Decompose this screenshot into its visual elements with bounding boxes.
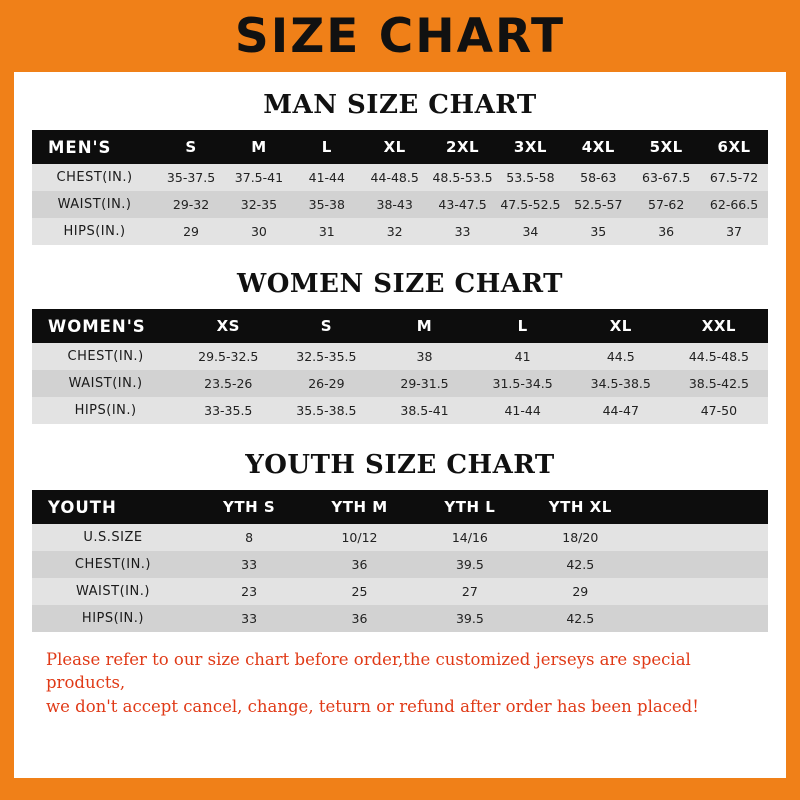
women-size-table: [32, 309, 768, 424]
section-title-youth: YOUTH SIZE CHART: [245, 450, 555, 480]
table-header-row: [32, 130, 768, 164]
row-label: HIPS(IN.): [32, 218, 157, 245]
section-title-women: WOMEN SIZE CHART: [237, 269, 563, 299]
table-cell: 47-50: [670, 397, 768, 424]
table-cell: 58-63: [564, 164, 632, 191]
column-header: YTH XL: [525, 490, 635, 524]
table-cell: 41-44: [474, 397, 572, 424]
table-cell: 63-67.5: [632, 164, 700, 191]
table-cell-empty: [635, 578, 768, 605]
table-row: [32, 397, 768, 424]
table-cell: 39.5: [415, 551, 525, 578]
content-area: [14, 72, 786, 778]
table-row: [32, 578, 768, 605]
table-cell: 44.5: [572, 343, 670, 370]
row-label: CHEST(IN.): [32, 164, 157, 191]
column-header: YTH L: [415, 490, 525, 524]
table-cell: 32-35: [225, 191, 293, 218]
table-cell: 47.5-52.5: [496, 191, 564, 218]
table-header-row: [32, 309, 768, 343]
table-cell-empty: [635, 524, 768, 551]
table-cell: 29.5-32.5: [179, 343, 277, 370]
table-cell: 37: [700, 218, 768, 245]
table-cell: 67.5-72: [700, 164, 768, 191]
table-cell: 48.5-53.5: [429, 164, 497, 191]
table-cell-empty: [635, 551, 768, 578]
table-cell: 33: [429, 218, 497, 245]
footnote: [32, 648, 768, 718]
table-cell: 31: [293, 218, 361, 245]
table-cell: 44-47: [572, 397, 670, 424]
table-cell: 36: [632, 218, 700, 245]
row-label: HIPS(IN.): [32, 605, 194, 632]
column-header: M: [375, 309, 473, 343]
bottom-bar: [0, 778, 800, 800]
column-header: 4XL: [564, 130, 632, 164]
table-cell: 35-37.5: [157, 164, 225, 191]
table-cell: 29-32: [157, 191, 225, 218]
table-row: [32, 605, 768, 632]
table-cell: 35: [564, 218, 632, 245]
table-cell: 34.5-38.5: [572, 370, 670, 397]
table-cell: 35.5-38.5: [277, 397, 375, 424]
column-header: YOUTH: [32, 490, 194, 524]
table-cell: 38-43: [361, 191, 429, 218]
column-header: S: [277, 309, 375, 343]
table-cell: 53.5-58: [496, 164, 564, 191]
column-header: S: [157, 130, 225, 164]
table-cell: 35-38: [293, 191, 361, 218]
column-header: YTH M: [304, 490, 414, 524]
row-label: WAIST(IN.): [32, 370, 179, 397]
column-header: 2XL: [429, 130, 497, 164]
row-label: HIPS(IN.): [32, 397, 179, 424]
table-cell: 41-44: [293, 164, 361, 191]
column-header: XS: [179, 309, 277, 343]
row-label: CHEST(IN.): [32, 551, 194, 578]
table-header-row: [32, 490, 768, 524]
table-cell: 33: [194, 551, 304, 578]
table-cell: 29: [525, 578, 635, 605]
table-cell: 23.5-26: [179, 370, 277, 397]
table-cell: 8: [194, 524, 304, 551]
table-row: [32, 164, 768, 191]
table-row: [32, 218, 768, 245]
row-label: CHEST(IN.): [32, 343, 179, 370]
column-header: 6XL: [700, 130, 768, 164]
table-cell: 33-35.5: [179, 397, 277, 424]
column-header: MEN'S: [32, 130, 157, 164]
table-cell: 32: [361, 218, 429, 245]
table-cell: 44.5-48.5: [670, 343, 768, 370]
youth-size-table: [32, 490, 768, 632]
table-cell: 38.5-42.5: [670, 370, 768, 397]
table-cell: 42.5: [525, 551, 635, 578]
column-header-empty: [635, 490, 768, 524]
table-cell: 14/16: [415, 524, 525, 551]
column-header: XXL: [670, 309, 768, 343]
footnote-line-2: we don't accept cancel, change, teturn or refund after order has been placed!: [46, 696, 699, 716]
table-cell: 38.5-41: [375, 397, 473, 424]
table-row: [32, 191, 768, 218]
footnote-line-1: Please refer to our size chart before order,the customized jerseys are special products,: [46, 650, 691, 693]
column-header: 3XL: [496, 130, 564, 164]
table-cell: 29-31.5: [375, 370, 473, 397]
table-cell: 27: [415, 578, 525, 605]
column-header: XL: [572, 309, 670, 343]
table-cell-empty: [635, 605, 768, 632]
table-cell: 25: [304, 578, 414, 605]
table-cell: 30: [225, 218, 293, 245]
table-cell: 33: [194, 605, 304, 632]
table-cell: 23: [194, 578, 304, 605]
table-row: [32, 524, 768, 551]
table-cell: 52.5-57: [564, 191, 632, 218]
table-cell: 36: [304, 605, 414, 632]
column-header: WOMEN'S: [32, 309, 179, 343]
table-cell: 26-29: [277, 370, 375, 397]
table-cell: 31.5-34.5: [474, 370, 572, 397]
section-title-man: MAN SIZE CHART: [263, 90, 537, 120]
table-cell: 62-66.5: [700, 191, 768, 218]
column-header: YTH S: [194, 490, 304, 524]
column-header: L: [474, 309, 572, 343]
table-cell: 10/12: [304, 524, 414, 551]
row-label: WAIST(IN.): [32, 191, 157, 218]
table-cell: 39.5: [415, 605, 525, 632]
table-cell: 34: [496, 218, 564, 245]
table-cell: 36: [304, 551, 414, 578]
table-cell: 37.5-41: [225, 164, 293, 191]
column-header: L: [293, 130, 361, 164]
table-row: [32, 551, 768, 578]
table-cell: 32.5-35.5: [277, 343, 375, 370]
page-title: SIZE CHART: [234, 8, 566, 64]
table-cell: 44-48.5: [361, 164, 429, 191]
row-label: U.S.SIZE: [32, 524, 194, 551]
column-header: 5XL: [632, 130, 700, 164]
table-cell: 41: [474, 343, 572, 370]
table-cell: 43-47.5: [429, 191, 497, 218]
men-size-table: [32, 130, 768, 245]
row-label: WAIST(IN.): [32, 578, 194, 605]
table-cell: 42.5: [525, 605, 635, 632]
table-cell: 29: [157, 218, 225, 245]
table-row: [32, 370, 768, 397]
table-cell: 38: [375, 343, 473, 370]
table-cell: 18/20: [525, 524, 635, 551]
header-banner: [0, 0, 800, 72]
column-header: M: [225, 130, 293, 164]
column-header: XL: [361, 130, 429, 164]
table-cell: 57-62: [632, 191, 700, 218]
table-row: [32, 343, 768, 370]
